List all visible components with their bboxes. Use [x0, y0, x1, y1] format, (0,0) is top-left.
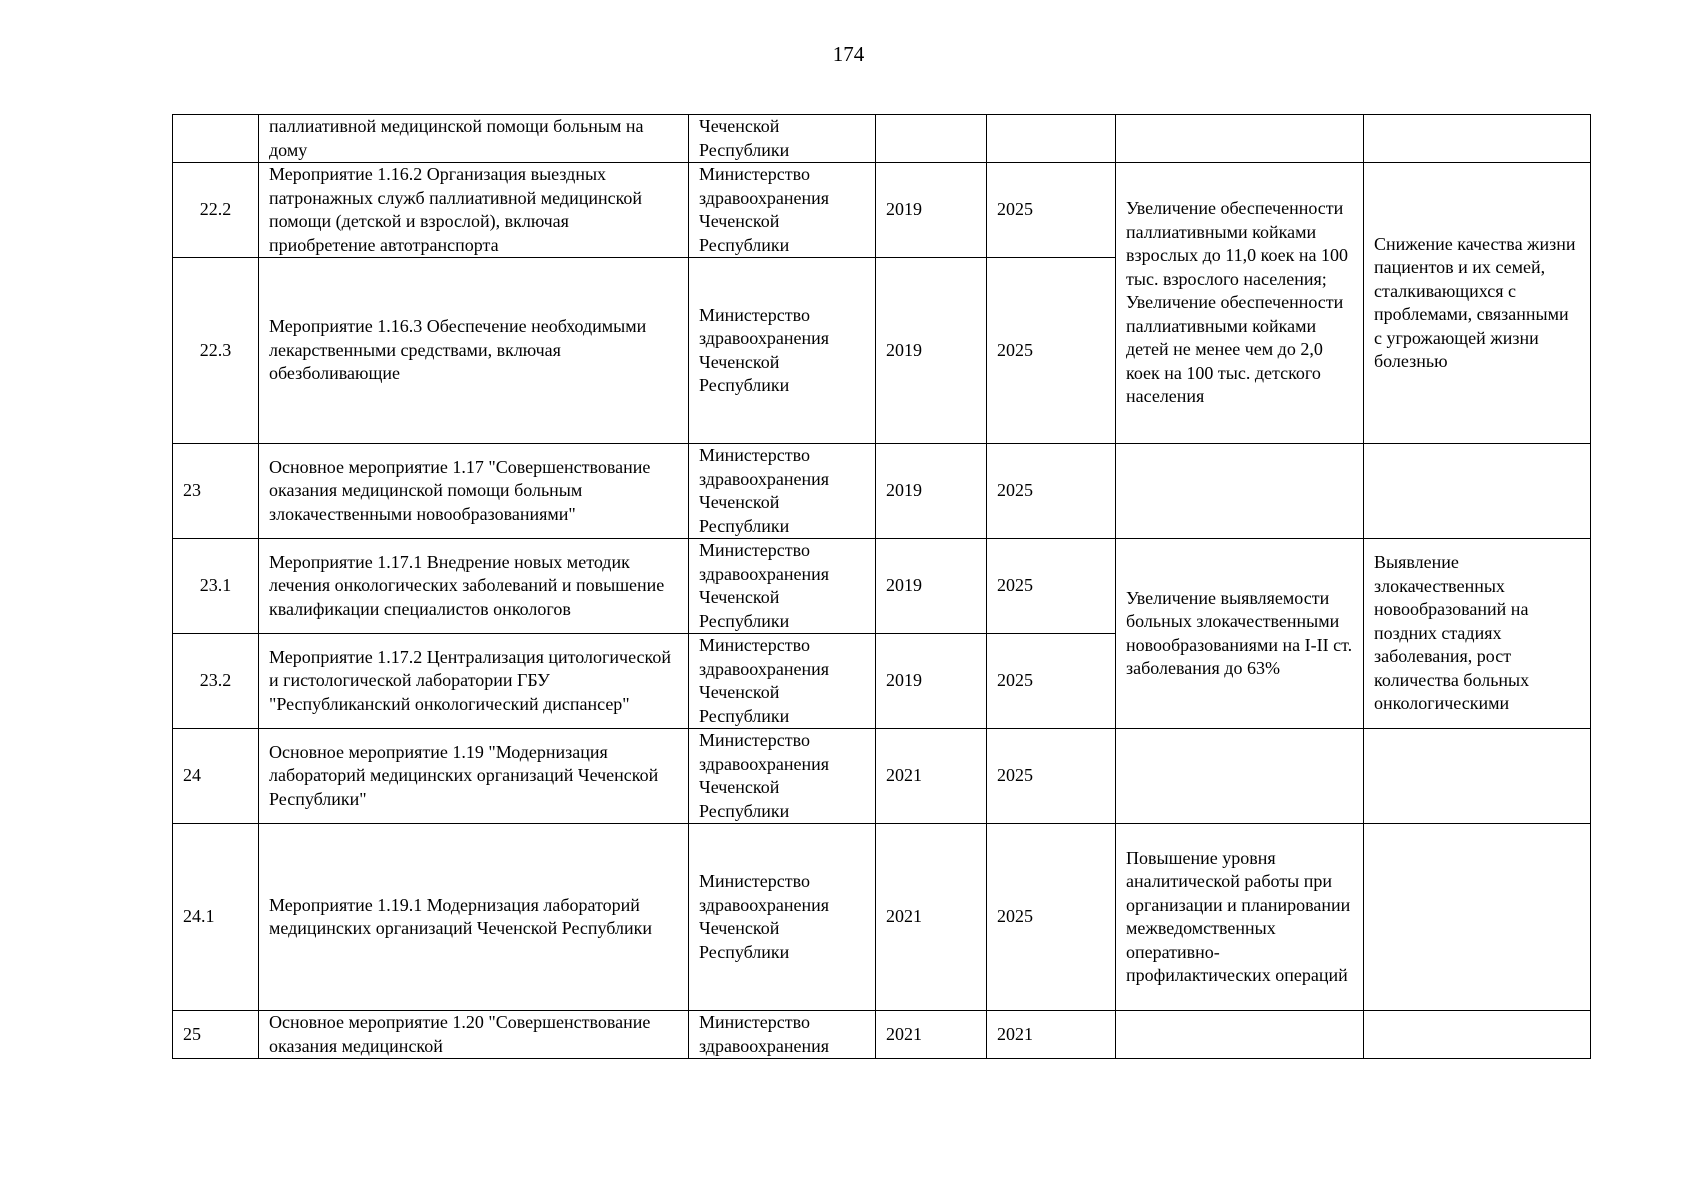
expected-result: [1116, 1011, 1364, 1059]
event-name: Мероприятие 1.16.2 Организация выездных патронажных служб паллиативной медицинской помощи (детской и взрослой), включая приобретение автотранспорта: [259, 163, 689, 258]
page-number: 174: [832, 42, 865, 66]
executor: Министерство здравоохранения Чеченской Республики: [689, 824, 876, 1011]
event-name: Основное мероприятие 1.19 "Модернизация лабораторий медицинских организаций Чеченской Республики": [259, 729, 689, 824]
executor: Министерство здравоохранения: [689, 1011, 876, 1059]
table-row: [173, 729, 1591, 824]
expected-result: Повышение уровня аналитической работы при организации и планировании межведомственных оперативно-профилактических операций: [1116, 824, 1364, 1011]
executor: Министерство здравоохранения Чеченской Республики: [689, 163, 876, 258]
expected-result: Увеличение обеспеченности паллиативными койками взрослых до 11,0 коек на 100 тыс. взрослого населения; Увеличение обеспеченности паллиативными койками детей не менее чем до 2,0 коек на 100 тыс. детского населения: [1116, 163, 1364, 444]
table-row: [173, 163, 1591, 258]
row-number: 23.1: [173, 539, 259, 634]
row-number: [173, 115, 259, 163]
event-name: Мероприятие 1.17.1 Внедрение новых методик лечения онкологических заболеваний и повышение квалификации специалистов онкологов: [259, 539, 689, 634]
event-name: Мероприятие 1.16.3 Обеспечение необходимыми лекарственными средствами, включая обезболивающие: [259, 258, 689, 444]
event-name: Основное мероприятие 1.17 "Совершенствование оказания медицинской помощи больным злокачественными новообразованиями": [259, 444, 689, 539]
risk-consequence: Снижение качества жизни пациентов и их семей, сталкивающихся с проблемами, связанными с угрожающей жизни болезнью: [1364, 163, 1591, 444]
end-year: 2025: [987, 258, 1116, 444]
event-name: Мероприятие 1.19.1 Модернизация лабораторий медицинских организаций Чеченской Республики: [259, 824, 689, 1011]
start-year: 2021: [876, 729, 987, 824]
executor: Министерство здравоохранения Чеченской Республики: [689, 634, 876, 729]
end-year: 2025: [987, 634, 1116, 729]
end-year: 2025: [987, 539, 1116, 634]
row-number: 24.1: [173, 824, 259, 1011]
expected-result: [1116, 729, 1364, 824]
start-year: [876, 115, 987, 163]
event-name: паллиативной медицинской помощи больным на дому: [259, 115, 689, 163]
end-year: 2025: [987, 444, 1116, 539]
start-year: 2019: [876, 634, 987, 729]
executor: Министерство здравоохранения Чеченской Республики: [689, 729, 876, 824]
executor: Чеченской Республики: [689, 115, 876, 163]
row-number: 24: [173, 729, 259, 824]
end-year: 2025: [987, 729, 1116, 824]
start-year: 2021: [876, 824, 987, 1011]
end-year: 2025: [987, 824, 1116, 1011]
table-row: [173, 539, 1591, 634]
row-number: 22.2: [173, 163, 259, 258]
risk-consequence: [1364, 729, 1591, 824]
event-name: Основное мероприятие 1.20 "Совершенствование оказания медицинской: [259, 1011, 689, 1059]
row-number: 25: [173, 1011, 259, 1059]
risk-consequence: [1364, 1011, 1591, 1059]
table-row: [173, 1011, 1591, 1059]
event-name: Мероприятие 1.17.2 Централизация цитологической и гистологической лаборатории ГБУ "Республиканский онкологический диспансер": [259, 634, 689, 729]
executor: Министерство здравоохранения Чеченской Республики: [689, 258, 876, 444]
executor: Министерство здравоохранения Чеченской Республики: [689, 539, 876, 634]
risk-consequence: [1364, 444, 1591, 539]
risk-consequence: [1364, 824, 1591, 1011]
end-year: 2021: [987, 1011, 1116, 1059]
row-number: 22.3: [173, 258, 259, 444]
start-year: 2021: [876, 1011, 987, 1059]
expected-result: Увеличение выявляемости больных злокачественными новообразованиями на I-II ст. заболевания до 63%: [1116, 539, 1364, 729]
expected-result: [1116, 115, 1364, 163]
risk-consequence: Выявление злокачественных новообразований на поздних стадиях заболевания, рост количества больных онкологическими: [1364, 539, 1591, 729]
table-row: [173, 115, 1591, 163]
risk-consequence: [1364, 115, 1591, 163]
start-year: 2019: [876, 539, 987, 634]
start-year: 2019: [876, 444, 987, 539]
end-year: [987, 115, 1116, 163]
row-number: 23: [173, 444, 259, 539]
table-row: [173, 824, 1591, 1011]
row-number: 23.2: [173, 634, 259, 729]
measures-table: [172, 114, 1591, 1059]
expected-result: [1116, 444, 1364, 539]
table-row: [173, 444, 1591, 539]
end-year: 2025: [987, 163, 1116, 258]
executor: Министерство здравоохранения Чеченской Республики: [689, 444, 876, 539]
start-year: 2019: [876, 163, 987, 258]
start-year: 2019: [876, 258, 987, 444]
